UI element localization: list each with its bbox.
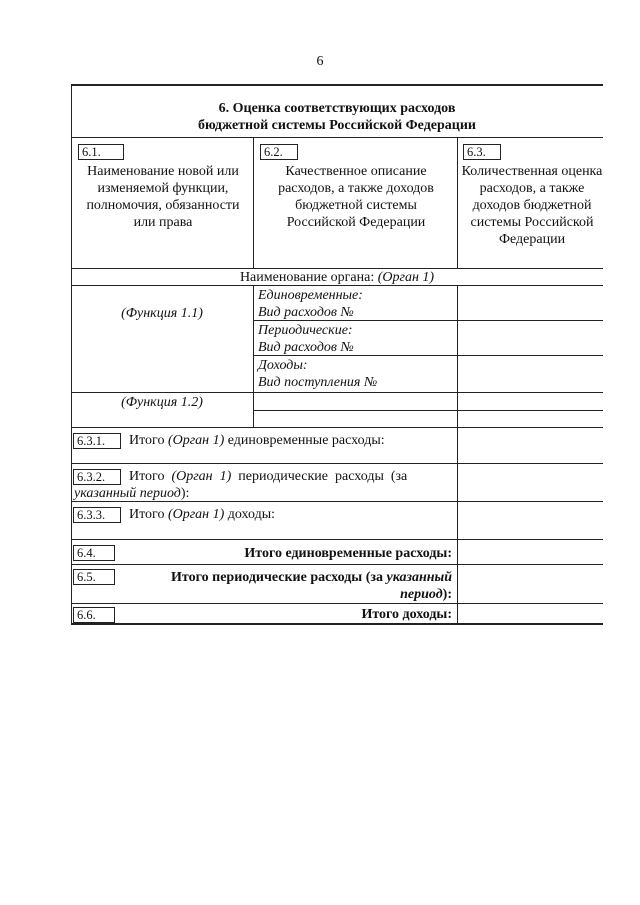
subtotal-text: доходы: [224, 507, 276, 522]
row-divider [253, 410, 603, 411]
col-divider [253, 137, 254, 268]
section-title-line2: бюджетной системы Российской Федерации [198, 118, 476, 133]
periodic-label: Периодические: [258, 323, 353, 338]
table-bottom-border [71, 623, 603, 625]
table-left-border [71, 84, 72, 624]
one-time-kind: Вид расходов № [258, 305, 354, 320]
subtotal-organ: (Орган 1) [167, 433, 225, 448]
period-placeholder: указанный период [74, 486, 181, 501]
subtotal-number-6-3-1: 6.3.1. [73, 433, 121, 449]
section-title-line1: 6. Оценка соответствующих расходов [218, 101, 456, 116]
function-1-1: (Функция 1.1) [121, 306, 203, 321]
row-divider [71, 603, 603, 604]
organ-name-label: Наименование органа: [239, 270, 378, 285]
table-top-border [71, 84, 603, 86]
total-text: ): [442, 587, 452, 602]
subtotal-text: единовременные расходы: [224, 433, 385, 448]
subtotal-number-6-3-3: 6.3.3. [73, 507, 121, 523]
subtotal-text: периодические расходы (за [231, 469, 408, 484]
subtotal-text: Итого [129, 469, 172, 484]
budget-assessment-table [71, 84, 603, 624]
subtotal-text: ): [180, 486, 190, 501]
column-number-6-1: 6.1. [78, 144, 124, 160]
page-number: 6 [316, 54, 324, 69]
row-divider [71, 137, 603, 138]
organ-name-value: (Орган 1) [377, 270, 435, 285]
column-header-function: Наименование новой или изменяемой функции, полномочия, обязанности или права [86, 164, 240, 230]
period-placeholder: указанный [386, 570, 452, 585]
organ-name-row [71, 269, 603, 286]
subtotal-income [129, 506, 275, 523]
subtotal-periodic-line2 [74, 485, 189, 502]
column-header-quantitative: Количественная оценка расходов, а также доходов бюджетной системы Российской Федерации [461, 164, 603, 247]
total-income: Итого доходы: [361, 607, 452, 622]
col-divider [457, 427, 458, 539]
income-kind: Вид поступления № [258, 375, 378, 390]
col-divider [457, 539, 458, 624]
total-periodic [131, 569, 452, 586]
total-one-time: Итого единовременные расходы: [244, 546, 452, 561]
function-1-2: (Функция 1.2) [121, 395, 203, 410]
total-text: Итого периодические расходы (за [171, 570, 387, 585]
column-number-6-3: 6.3. [463, 144, 501, 160]
col-divider [253, 285, 254, 427]
col-divider [457, 285, 458, 427]
row-divider [71, 427, 603, 428]
income-label: Доходы: [258, 358, 308, 373]
total-periodic-line2 [131, 586, 452, 603]
subtotal-organ: (Орган 1) [171, 469, 232, 484]
subtotal-text: Итого [129, 433, 168, 448]
subtotal-one-time [129, 432, 385, 449]
subtotal-periodic [129, 468, 407, 485]
total-number-6-4: 6.4. [73, 545, 115, 561]
one-time-label: Единовременные: [258, 288, 363, 303]
period-placeholder: период [400, 587, 443, 602]
row-divider [71, 564, 603, 565]
subtotal-organ: (Орган 1) [167, 507, 225, 522]
periodic-kind: Вид расходов № [258, 340, 354, 355]
row-divider [71, 539, 603, 540]
total-number-6-5: 6.5. [73, 569, 115, 585]
subtotal-text: Итого [129, 507, 168, 522]
row-divider [71, 463, 603, 464]
total-number-6-6: 6.6. [73, 607, 115, 623]
column-header-qualitative: Качественное описание расходов, а также доходов бюджетной системы Российской Федерации [278, 164, 434, 230]
col-divider [457, 137, 458, 268]
column-number-6-2: 6.2. [260, 144, 298, 160]
subtotal-number-6-3-2: 6.3.2. [73, 469, 121, 485]
